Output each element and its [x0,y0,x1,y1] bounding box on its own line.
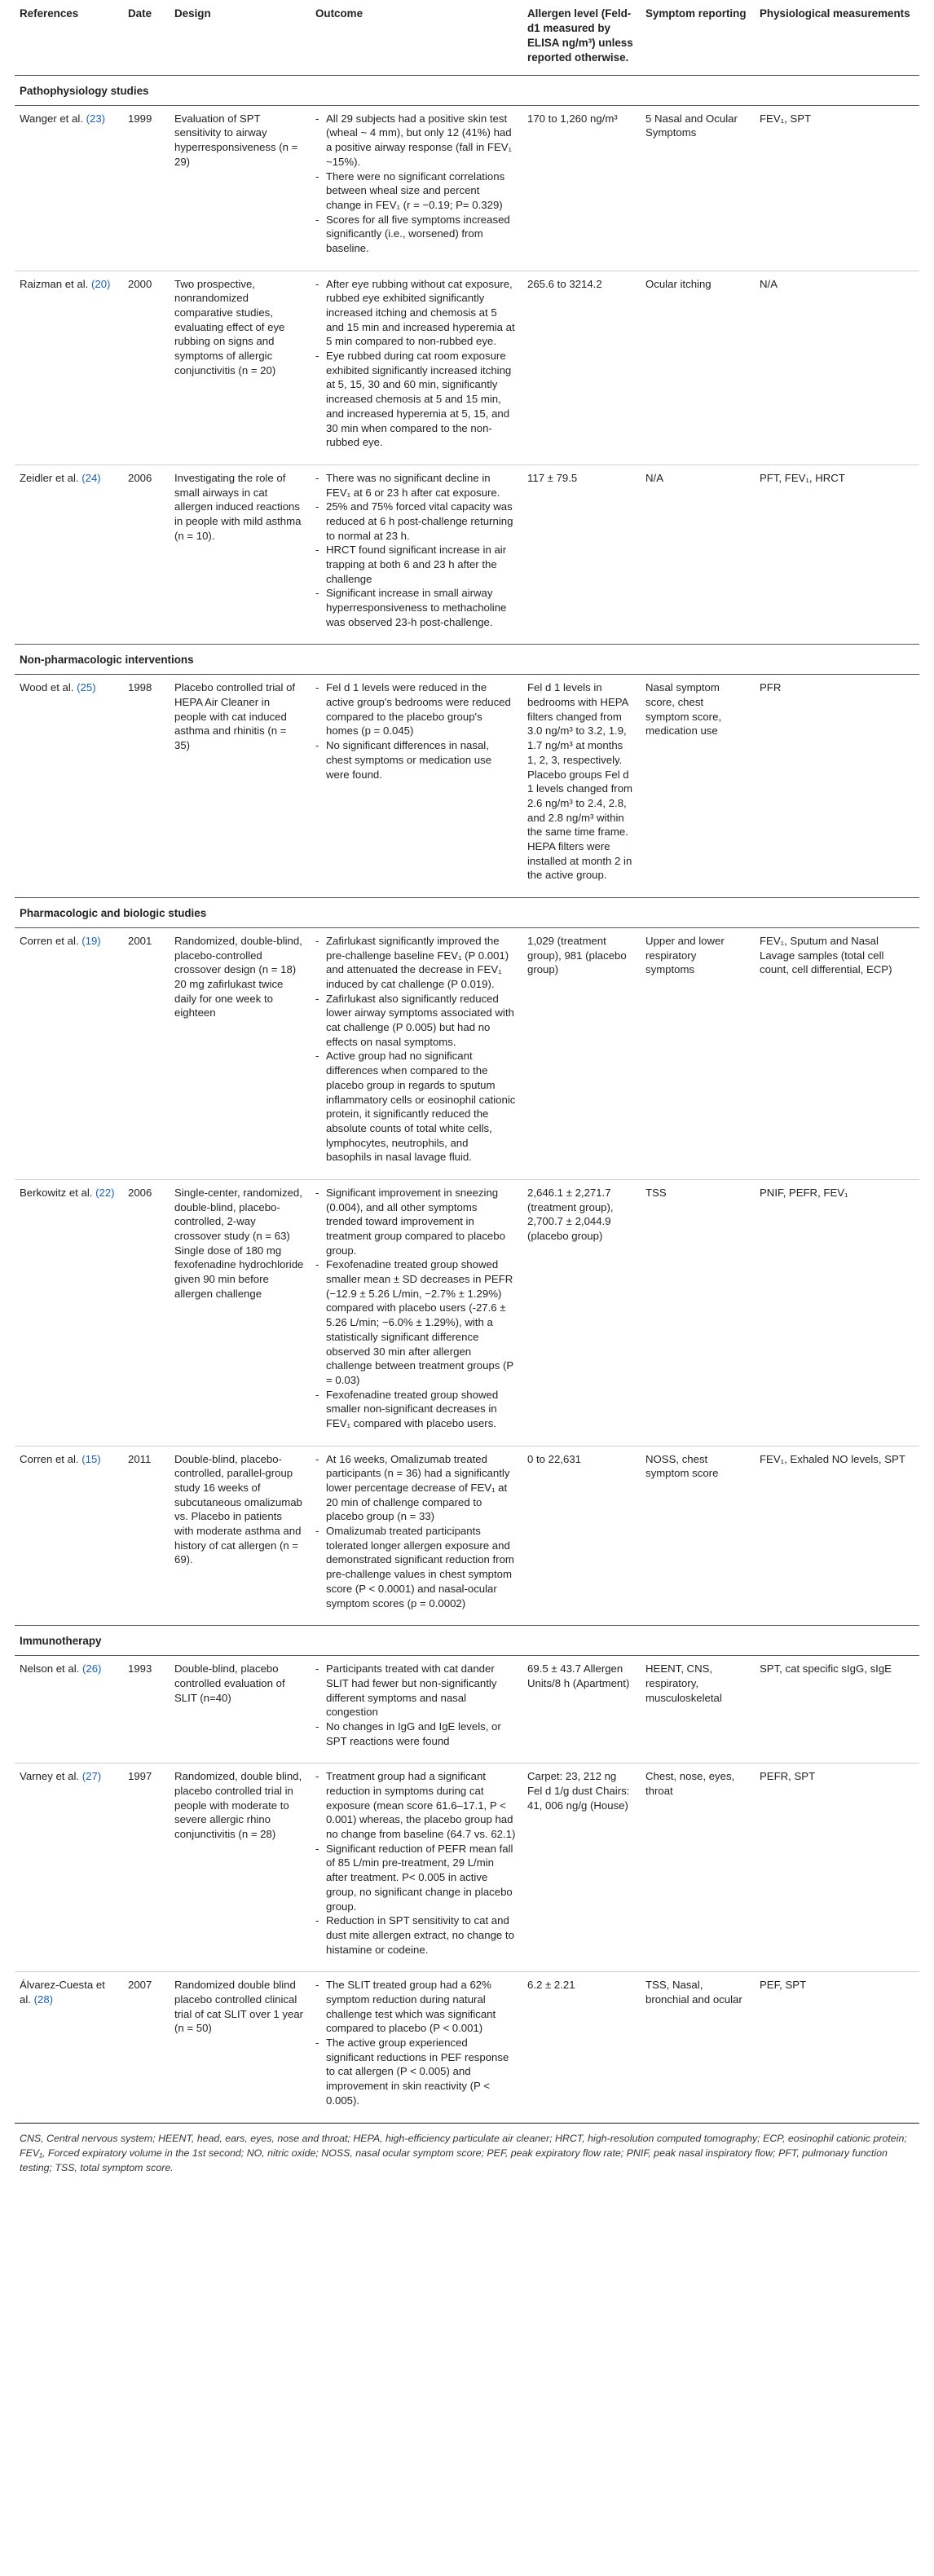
outcome-item: - Fexofenadine treated group showed smaller non-significant decreases in FEV₁ compared with placebo users. [315,1388,516,1431]
studies-table-page [15,0,919,2176]
table-body [15,75,919,2123]
outcome-list [315,277,516,450]
cell-date: 2011 [123,1446,170,1626]
citation-link[interactable]: (28) [33,1993,54,2006]
citation-link[interactable]: (22) [95,1186,115,1199]
cell-allergen-level: 0 to 22,631 [522,1446,641,1626]
cell-design: Randomized double blind placebo controlled clinical trial of cat SLIT over 1 year (n = 50) [170,1972,311,2123]
outcome-item: - Reduction in SPT sensitivity to cat and dust mite allergen extract, no change to histamine or codeine. [315,1913,516,1957]
cell-symptom-reporting: Ocular itching [641,271,755,465]
citation-link[interactable]: (20) [90,277,111,290]
cell-symptom-reporting: Upper and lower respiratory symptoms [641,927,755,1179]
cell-physiological-measurements: SPT, cat specific sIgG, sIgE [755,1656,919,1764]
cell-outcome [311,105,522,271]
cell-date: 1999 [123,105,170,271]
cell-symptom-reporting: NOSS, chest symptom score [641,1446,755,1626]
table-row [15,1972,919,2123]
reference-author: Corren et al. [20,1452,79,1465]
cell-outcome [311,1656,522,1764]
outcome-item: - Significant improvement in sneezing (0.004), and all other symptoms trended toward improvement in treatment group compared to placebo group. [315,1186,516,1257]
cell-date: 2001 [123,927,170,1179]
cell-physiological-measurements: PFR [755,675,919,898]
table-row [15,105,919,271]
cell-date: 1997 [123,1764,170,1972]
cell-allergen-level: 2,646.1 ± 2,271.7 (treatment group), 2,700.7 ± 2,044.9 (placebo group) [522,1179,641,1446]
cell-allergen-level: 1,029 (treatment group), 981 (placebo group) [522,927,641,1179]
outcome-item: - Zafirlukast significantly improved the pre-challenge baseline FEV₁ (P 0.001) and attenuated the decrease in FEV₁ induced by cat challenge (P 0.019). [315,934,516,992]
reference-author: Corren et al. [20,934,79,947]
outcome-item: - At 16 weeks, Omalizumab treated participants (n = 36) had a significantly lower percentage decrease of FEV₁ at 20 min of challenge compared to placebo group (n = 33) [315,1452,516,1524]
section-header-row [15,898,919,928]
section-title: Pharmacologic and biologic studies [15,898,919,928]
citation-link[interactable]: (26) [82,1662,102,1676]
section-header-row [15,645,919,675]
header-allergen-level: Allergen level (Feld-d1 measured by ELISA ng/m³) unless reported otherwise. [522,2,641,75]
cell-design: Randomized, double blind, placebo controlled trial in people with moderate to severe allergic rhino conjunctivitis (n = 28) [170,1764,311,1972]
outcome-list [315,112,516,256]
cell-symptom-reporting: Nasal symptom score, chest symptom score, medication use [641,675,755,898]
section-header-row [15,75,919,105]
cell-symptom-reporting: N/A [641,465,755,645]
cell-outcome [311,271,522,465]
cell-design: Placebo controlled trial of HEPA Air Cleaner in people with cat induced asthma and rhinitis (n = 35) [170,675,311,898]
cell-design: Evaluation of SPT sensitivity to airway hyperresponsiveness (n = 29) [170,105,311,271]
cell-outcome [311,465,522,645]
cell-physiological-measurements: PFT, FEV₁, HRCT [755,465,919,645]
cell-physiological-measurements: FEV₁, Sputum and Nasal Lavage samples (total cell count, cell differential, ECP) [755,927,919,1179]
outcome-list [315,1186,516,1431]
cell-date: 2006 [123,1179,170,1446]
header-references: References [15,2,123,75]
reference-author: Wood et al. [20,681,74,694]
outcome-list [315,1978,516,2107]
cell-reference [15,675,123,898]
outcome-item: - Participants treated with cat dander SLIT had fewer but non-significantly different symptoms and nasal congestion [315,1662,516,1720]
outcome-item: - HRCT found significant increase in air trapping at both 6 and 23 h after the challenge [315,543,516,586]
studies-table [15,2,919,2123]
cell-outcome [311,1446,522,1626]
section-title: Pathophysiology studies [15,75,919,105]
reference-author: Berkowitz et al. [20,1186,93,1199]
cell-reference [15,465,123,645]
cell-date: 2000 [123,271,170,465]
cell-outcome [311,1764,522,1972]
outcome-item: - Scores for all five symptoms increased significantly (i.e., worsened) from baseline. [315,213,516,256]
table-row [15,1656,919,1764]
cell-physiological-measurements: FEV₁, Exhaled NO levels, SPT [755,1446,919,1626]
cell-reference [15,927,123,1179]
citation-link[interactable]: (25) [77,681,96,694]
header-physiological-measurements: Physiological measurements [755,2,919,75]
cell-symptom-reporting: TSS, Nasal, bronchial and ocular [641,1972,755,2123]
cell-design: Double-blind, placebo controlled evaluation of SLIT (n=40) [170,1656,311,1764]
outcome-item: - Active group had no significant differences when compared to the placebo group in regards to sputum inflammatory cells or eosinophil cationic protein, it significantly reduced the absolute counts of total white cells, lymphocytes, neutrophils, and basophils in nasal lavage fluid. [315,1049,516,1165]
reference-author: Zeidler et al. [20,471,79,484]
reference-author: Raizman et al. [20,277,89,290]
cell-design: Double-blind, placebo-controlled, parallel-group study 16 weeks of subcutaneous omalizumab vs. Placebo in patients with moderate asthma and history of cat allergen (n = 69). [170,1446,311,1626]
cell-reference [15,1656,123,1764]
outcome-item: - Eye rubbed during cat room exposure exhibited significantly increased itching at 5, 15, 30 and 60 min, significantly increased chemosis at 5 and 15 min, and increased hyperemia at 5, 15, and 30 min when compared to the non-rubbed eye. [315,349,516,450]
cell-outcome [311,1972,522,2123]
cell-date: 2007 [123,1972,170,2123]
outcome-item: - The active group experienced significant reductions in PEF response to cat allergen (P < 0.005) and improvement in skin reactivity (P < 0.005). [315,2036,516,2107]
outcome-list [315,1452,516,1611]
citation-link[interactable]: (23) [86,112,106,125]
cell-outcome [311,675,522,898]
table-row [15,675,919,898]
section-title: Immunotherapy [15,1626,919,1656]
cell-outcome [311,927,522,1179]
cell-reference [15,1446,123,1626]
outcome-item: - The SLIT treated group had a 62% symptom reduction during natural challenge test which was significant compared to placebo (P < 0.001) [315,1978,516,2036]
cell-physiological-measurements: PNIF, PEFR, FEV₁ [755,1179,919,1446]
section-header-row [15,1626,919,1656]
cell-allergen-level: 117 ± 79.5 [522,465,641,645]
outcome-item: - After eye rubbing without cat exposure, rubbed eye exhibited significantly increased itching and chemosis at 5 and 15 min and increased hyperemia at 5 min compared to non-rubbed eye. [315,277,516,349]
cell-design: Investigating the role of small airways in cat allergen induced reactions in people with mild asthma (n = 10). [170,465,311,645]
cell-reference [15,105,123,271]
cell-physiological-measurements: N/A [755,271,919,465]
outcome-list [315,471,516,630]
cell-date: 1993 [123,1656,170,1764]
citation-link[interactable]: (15) [82,1452,101,1465]
cell-symptom-reporting: 5 Nasal and Ocular Symptoms [641,105,755,271]
cell-allergen-level: 6.2 ± 2.21 [522,1972,641,2123]
citation-link[interactable]: (27) [82,1770,102,1783]
header-row [15,2,919,75]
outcome-item: - All 29 subjects had a positive skin test (wheal ~ 4 mm), but only 12 (41%) had a positive airway response (fall in FEV₁ ~15%). [315,112,516,170]
header-symptom-reporting: Symptom reporting [641,2,755,75]
cell-reference [15,1179,123,1446]
outcome-item: - There were no significant correlations between wheal size and percent change in FEV₁ (r = −0.19; P= 0.329) [315,170,516,213]
citation-link[interactable]: (19) [82,934,101,947]
cell-allergen-level: 170 to 1,260 ng/m³ [522,105,641,271]
reference-author: Varney et al. [20,1770,80,1783]
cell-symptom-reporting: Chest, nose, eyes, throat [641,1764,755,1972]
citation-link[interactable]: (24) [82,471,101,484]
outcome-list [315,1662,516,1748]
section-title: Non-pharmacologic interventions [15,645,919,675]
outcome-item: - Omalizumab treated participants tolerated longer allergen exposure and demonstrated significant reduction from pre-challenge values in chest symptom score (P < 0.0001) and nasal-ocular symptom scores (p = 0.0002) [315,1524,516,1610]
table-row [15,1179,919,1446]
cell-allergen-level: Fel d 1 levels in bedrooms with HEPA filters changed from 3.0 ng/m³ to 3.2, 1.9, 1.7 ng/m³ at months 1, 2, 3, respectively. Placebo groups Fel d 1 levels changed from 2.6 ng/m³ to 2.4, 2.8, and 2.8 ng/m³ within the same time frame. HEPA filters were installed at month 2 in the active group. [522,675,641,898]
cell-design: Randomized, double-blind, placebo-controlled crossover design (n = 18) 20 mg zafirlukast twice daily for one week to eighteen [170,927,311,1179]
cell-date: 1998 [123,675,170,898]
table-row [15,465,919,645]
outcome-item: - Zafirlukast also significantly reduced lower airway symptoms associated with cat challenge (P 0.005) but had no effects on nasal symptoms. [315,992,516,1050]
header-design: Design [170,2,311,75]
table-row [15,1764,919,1972]
outcome-item: - No significant differences in nasal, chest symptoms or medication use were found. [315,738,516,782]
cell-allergen-level: Carpet: 23, 212 ng Fel d 1/g dust Chairs: 41, 006 ng/g (House) [522,1764,641,1972]
table-row [15,927,919,1179]
table-row [15,1446,919,1626]
outcome-item: - Significant increase in small airway hyperresponsiveness to methacholine was observed 23-h post-challenge. [315,586,516,629]
outcome-item: - There was no significant decline in FEV₁ at 6 or 23 h after cat exposure. [315,471,516,500]
header-date: Date [123,2,170,75]
cell-allergen-level: 69.5 ± 43.7 Allergen Units/8 h (Apartment) [522,1656,641,1764]
cell-physiological-measurements: PEF, SPT [755,1972,919,2123]
cell-symptom-reporting: HEENT, CNS, respiratory, musculoskeletal [641,1656,755,1764]
reference-author: Wanger et al. [20,112,83,125]
reference-author: Álvarez-Cuesta et al. [20,1979,105,2006]
cell-date: 2006 [123,465,170,645]
outcome-item: - Significant reduction of PEFR mean fall of 85 L/min pre-treatment, 29 L/min after treatment. P< 0.005 in active group, no significant change in placebo group. [315,1842,516,1913]
table-row [15,271,919,465]
cell-reference [15,1972,123,2123]
cell-physiological-measurements: FEV₁, SPT [755,105,919,271]
header-outcome: Outcome [311,2,522,75]
outcome-list [315,934,516,1165]
outcome-list [315,1769,516,1957]
outcome-item: - Fexofenadine treated group showed smaller mean ± SD decreases in PEFR (−12.9 ± 5.26 L/min, −2.7% ± 1.29%) compared with placebo users (-27.6 ± 5.26 L/min; −6.0% ± 1.29%), with a statistically significant difference observed 30 min after allergen challenge between treatment groups (P = 0.03) [315,1257,516,1387]
cell-physiological-measurements: PEFR, SPT [755,1764,919,1972]
cell-allergen-level: 265.6 to 3214.2 [522,271,641,465]
cell-design: Two prospective, nonrandomized comparative studies, evaluating effect of eye rubbing on signs and symptoms of allergic conjunctivitis (n = 20) [170,271,311,465]
outcome-list [315,680,516,782]
cell-outcome [311,1179,522,1446]
cell-design: Single-center, randomized, double-blind, placebo-controlled, 2-way crossover study (n = 63) Single dose of 180 mg fexofenadine hydrochloride given 90 min before allergen challenge [170,1179,311,1446]
outcome-item: - Treatment group had a significant reduction in symptoms during cat exposure (mean score 61.6–17.1, P < 0.001) whereas, the placebo group had no change from baseline (64.7 vs. 62.1) [315,1769,516,1841]
cell-symptom-reporting: TSS [641,1179,755,1446]
cell-reference [15,271,123,465]
cell-reference [15,1764,123,1972]
reference-author: Nelson et al. [20,1662,80,1676]
outcome-item: - 25% and 75% forced vital capacity was reduced at 6 h post-challenge returning to normal at 23 h. [315,500,516,543]
outcome-item: - No changes in IgG and IgE levels, or SPT reactions were found [315,1720,516,1748]
outcome-item: - Fel d 1 levels were reduced in the active group's bedrooms were reduced compared to the placebo group's homes (p = 0.045) [315,680,516,738]
table-footnote: CNS, Central nervous system; HEENT, head, ears, eyes, nose and throat; HEPA, high-efficiency particulate air cleaner; HRCT, high-resolution computed tomography; ECP, eosinophil cationic protein; FEV₁, Forced expiratory volume in the 1st second; NO, nitric oxide; NOSS, nasal ocular symptom score; PEF, peak expiratory flow rate; PNIF, peak nasal inspiratory flow; PFT, pulmonary function testing; TSS, total symptom score. [15,2123,919,2176]
table-header [15,2,919,75]
